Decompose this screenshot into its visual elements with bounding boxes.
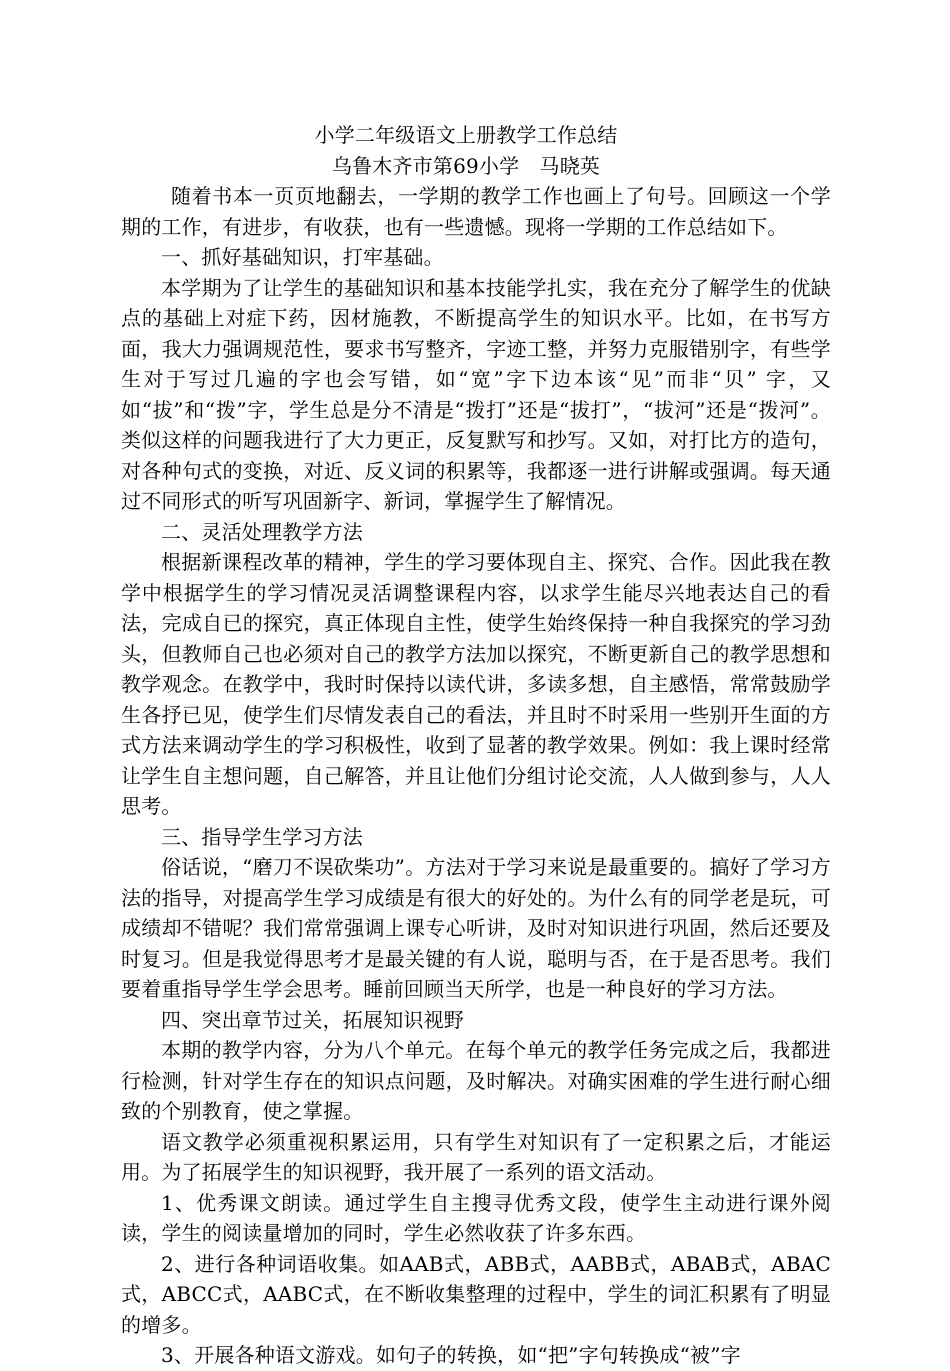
section-heading: 二、灵活处理教学方法 [161, 519, 363, 544]
body-paragraph: 1、优秀课文朗读。通过学生自主搜寻优秀文段，使学生主动进行课外阅读，学生的阅读量增加的同时，学生必然收获了许多东西。 [121, 1190, 831, 1245]
section-heading: 三、指导学生学习方法 [161, 824, 363, 849]
section-heading: 一、抓好基础知识，打牢基础。 [161, 245, 444, 269]
body-paragraph: 根据新课程改革的精神，学生的学习要体现自主、探究、合作。因此我在教学中根据学生的学习情况灵活调整课程内容，以求学生能尽兴地表达自己的看法，完成自已的探究，真正体现自主性，使学生始终保持一种自我探究的学习劲头，但教师自己也必须对自己的教学方法加以探究，不断更新自己的教学思想和教学观念。在教学中，我时时保持以读代讲，多读多想，自主感悟，常常鼓励学生各抒已见，使学生们尽情发表自己的看法，并且时不时采用一些别开生面的方式方法来调动学生的学习积极性，收到了显著的教学效果。例如：我上课时经常让学生自主想问题，自己解答，并且让他们分组讨论交流，人人做到参与，人人思考。 [121, 550, 831, 818]
section-heading: 四、突出章节过关，拓展知识视野 [161, 1007, 464, 1032]
document-title: 小学二年级语文上册教学工作总结 [314, 123, 618, 147]
paragraph-list [121, 181, 831, 1371]
intro-paragraph: 随着书本一页页地翻去，一学期的教学工作也画上了句号。回顾这一个学期的工作，有进步，有收获，也有一些遗憾。现将一学期的工作总结如下。 [121, 184, 831, 239]
body-paragraph: 俗话说，“磨刀不误砍柴功”。方法对于学习来说是最重要的。搞好了学习方法的指导，对提高学生学习成绩是有很大的好处的。为什么有的同学老是玩，可成绩却不错呢？我们常常强调上课专心听讲，及时对知识进行巩固，然后还要及时复习。但是我觉得思考才是最关键的有人说，聪明与否，在于是否思考。我们要着重指导学生学会思考。睡前回顾当天所学，也是一种良好的学习方法。 [121, 855, 831, 1001]
body-paragraph: 本期的教学内容，分为八个单元。在每个单元的教学任务完成之后，我都进行检测，针对学生存在的知识点问题，及时解决。对确实困难的学生进行耐心细致的个别教育，使之掌握。 [121, 1038, 831, 1123]
body-paragraph: 语文教学必须重视积累运用，只有学生对知识有了一定积累之后，才能运用。为了拓展学生的知识视野，我开展了一系列的语文活动。 [121, 1129, 831, 1184]
body-paragraph: 本学期为了让学生的基础知识和基本技能学扎实，我在充分了解学生的优缺点的基础上对症下药，因材施教，不断提高学生的知识水平。比如，在书写方面，我大力强调规范性，要求书写整齐，字迹工整，并努力克服错别字，有些学生对于写过几遍的字也会写错，如“宽”字下边本该“见”而非“贝” 字，又如“拔”和“拨”字，学生总是分不清是“拨打”还是“拔打”，“拔河”还是“拨河”。类似这样的问题我进行了大力更正，反复默写和抄写。又如，对打比方的造句，对各种句式的变换，对近、反义词的积累等，我都逐一进行讲解或强调。每天通过不同形式的听写巩固新字、新词，掌握学生了解情况。 [121, 275, 831, 513]
document-body [121, 120, 831, 1371]
body-paragraph: 3、开展各种语文游戏。如句子的转换，如“把”字句转换成“被”字 [161, 1343, 741, 1367]
body-paragraph: 2、进行各种词语收集。如AAB式，ABB式，AABB式，ABAB式，ABAC式，ABCC式，AABC式，在不断收集整理的过程中，学生的词汇积累有了明显的增多。 [121, 1251, 831, 1337]
document-author: 乌鲁木齐市第69小学 马晓英 [331, 153, 601, 178]
